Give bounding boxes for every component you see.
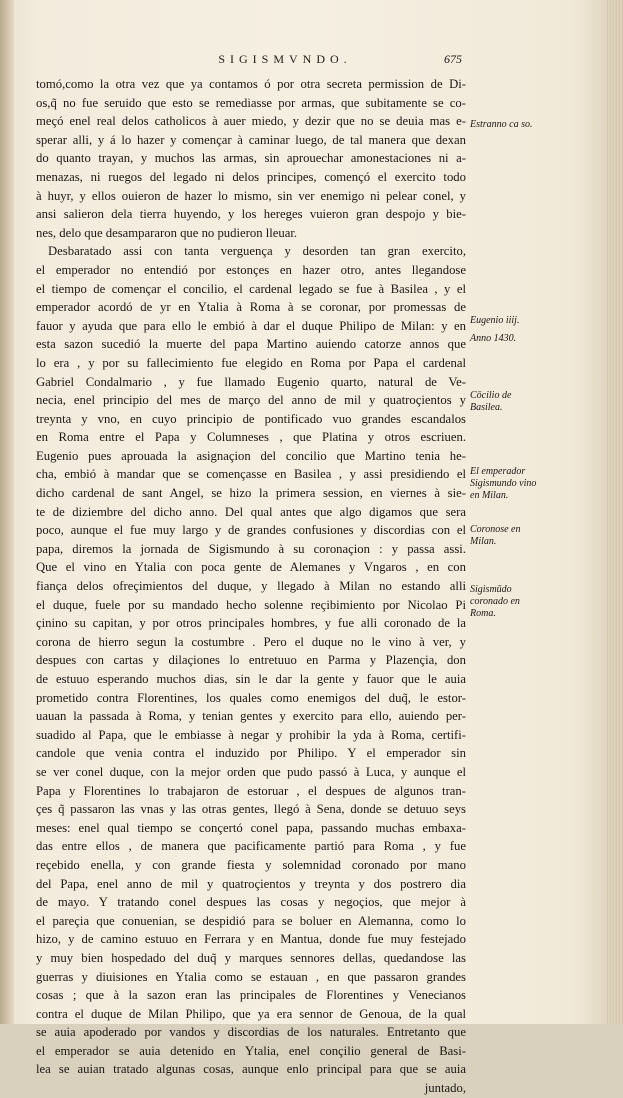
text-line: el emperador no entendió por estonçes en hazer otro, antes llegandose	[36, 262, 466, 277]
text-line: emperador acordó de yr en Ytalia à Roma à se coronar, por promessas de	[36, 300, 466, 315]
marginal-note: Coronose en Milan.	[470, 524, 521, 547]
text-line: lea se auian tratado algunas cosas, aunque enlo principal para que se auia	[36, 1062, 466, 1077]
text-line: suadido al Papa, que le embiasse à negar y prohibir la yda à Roma, certifi-	[36, 727, 466, 742]
text-line: poco, aunque el fue muy largo y de grandes confusiones y discordias con el	[36, 523, 466, 538]
text-line: Papa y Florentines lo trabajaron de estoruar , el despues de algunos tran-	[36, 783, 466, 798]
text-line: en Roma entre el Papa y Columneses , que Platina y otros escriuen.	[36, 430, 466, 445]
text-line: hizo, y de camino estuuo en Ferrara y en Mantua, donde fue muy festejado	[36, 932, 466, 947]
text-line: contra el duque de Milan Philipo, que ya era sennor de Genoua, de la qual	[36, 1006, 466, 1021]
marginal-note: Cōcilio de Basilea.	[470, 390, 512, 413]
text-line: se ver conel duque, con la mejor orden que pudo passó à Luca, y aunque el	[36, 764, 466, 779]
text-line: papa, diremos la jornada de Sigismundo à su coronaçion : y passa assi.	[36, 541, 466, 556]
page-gutter-shadow	[0, 0, 14, 1024]
text-line: cosas ; que à la sazon eran las principales de Florentines y Venecianos	[36, 988, 466, 1003]
text-line: esta sazon sucedió la muerte del papa Martino auiendo catorze annos que	[36, 337, 466, 352]
text-line: do quanto trayan, y muchos las armas, sin aprouechar amonestaciones ni a-	[36, 151, 466, 166]
text-line: nes, delo que desampararon que no pudieron lleuar.	[36, 225, 298, 240]
text-line: de mayo. Y tratando conel despues las cosas y negoçios, que mejor à	[36, 895, 466, 910]
catchword: juntado,	[424, 1081, 466, 1096]
text-line: treynta y vno, en cuyo principio de pontificado vuo grandes escandalos	[36, 411, 466, 426]
text-line: de estuuo esperando muchos dias, sin le dar la gente y fauor que le auia	[36, 672, 466, 686]
marginal-note: Estranno ca so.	[470, 119, 533, 130]
text-line: à huyr, y ellos ouieron de hazer lo mismo, sin ver enemigo ni pelear conel, y	[36, 188, 466, 203]
marginal-note: Anno 1430.	[470, 333, 517, 344]
text-line: cha, embió à mandar que se començasse en Basilea , y assi presidiendo el	[36, 467, 466, 482]
text-line: uauan la passada à Roma, y tenian gentes y exercito para ello, auiendo per-	[36, 709, 466, 724]
text-line: tomó,como la otra vez que ya contamos ó por otra secreta permission de Di-	[36, 77, 466, 91]
marginal-note: Sigismūdo coronado en Roma.	[470, 584, 520, 619]
text-line: Que el vino en Ytalia con poca gente de Alemanes y Vngaros , en con	[36, 560, 466, 575]
text-line: despues con cartas y dilaçiones lo entretuuo en Parma y Plazençia, don	[36, 653, 466, 668]
text-line: se auia apoderado por vandos y discordias de los naturales. Entretanto que	[36, 1025, 466, 1040]
text-line: candole que venia contra el induzido por Philipo. Y el emperador sin	[36, 746, 466, 761]
marginal-note: El emperador Sigismundo vino en Milan.	[470, 466, 537, 501]
main-text-block	[36, 75, 466, 1098]
text-line: meses: enel qual tiempo se conçertó conel papa, passando muchas embaxa-	[36, 820, 466, 835]
text-line: prometido contra Florentines, los quales como enemigos del duq̃, le estor-	[36, 690, 466, 705]
text-line: ansi salieron dela tierra huyendo, y los hereges vuieron gran despojo y bie-	[36, 207, 466, 222]
text-line: del Papa, enel anno de mil y quatroçientos y treynta y dos postrero dia	[36, 876, 466, 891]
text-line: çinino su capitan, y por otros principales hombres, y fue alli coronado de la	[36, 616, 466, 631]
text-line: reçebido enella, y con grande fiesta y solemnidad coronado por mano	[36, 857, 466, 872]
text-line: y muy bien hospedado del duq̃ y marques sennores dellas, quedandose las	[36, 950, 466, 965]
text-line: das entre ellos , de manera que pacificamente partió para Roma , y fue	[36, 839, 466, 854]
text-line: Gabriel Condalmario , y fue llamado Eugenio quarto, natural de Ve-	[36, 374, 466, 389]
text-line: guerras y diuisiones en Ytalia como se estauan , en que passaron grandes	[36, 969, 466, 984]
text-line: meçó enel real delos catholicos à auer miedo, y dezir que no se deuia mas e-	[36, 114, 466, 129]
page-number: 675	[444, 52, 462, 66]
text-line: Eugenio pues aprouada la asignaçion del concilio que Martino tenia he-	[36, 448, 466, 463]
text-line: fiança delos ofreçimientos del duque, y llegado à Milan no estando alli	[36, 579, 466, 594]
text-line: necia, enel principio del mes de março del anno de mil y quatroçientos y	[36, 393, 466, 408]
text-line: sperar alli, y á lo hazer y començar à caminar luego, de tal manera que dexan	[36, 132, 466, 147]
text-line: el emperador se auia detenido en Ytalia, enel conçilio general de Basi-	[36, 1043, 466, 1058]
text-line: corona de hierro segun la costumbre . Pero el duque no le vino à ver, y	[36, 634, 466, 649]
text-line: menazas, ni ruegos del legado ni delos principes, començó el exercito todo	[36, 169, 466, 184]
text-line: el tiempo de començar el concilio, el cardenal legado se fue à Basilea , y el	[36, 281, 466, 296]
text-line: dicho cardenal de sant Angel, se hizo la primera session, en viernes à sie-	[36, 486, 466, 501]
text-line: fauor y ayuda que para ello le embió à dar el duque Philipo de Milan: y en	[36, 318, 466, 333]
text-line: os,q̃ no fue seruido que esto se remediasse por armas, que subitamente se co-	[36, 95, 466, 110]
text-line: lo era , y por su fallecimiento fue elegido en Roma por Papa el cardenal	[36, 355, 466, 370]
running-header: SIGISMVNDO.	[218, 52, 352, 66]
marginal-note: Eugenio iiij.	[470, 315, 520, 326]
text-line: el duque, fuele por su mandado hecho solenne reçibimiento por Nicolao Pi	[36, 597, 466, 612]
text-line: çes q̃ passaron las vnas y las otras gentes, llegó à Sena, donde se detuuo seys	[36, 802, 466, 817]
page-edge-stack	[607, 0, 623, 1024]
text-line: te de diziembre del dicho anno. Del qual antes que algo digamos que sera	[36, 504, 466, 519]
text-line: el pareçia que conuenian, se despidió para se boluer en Alemanna, como lo	[36, 913, 466, 928]
text-line: Desbaratado assi con tanta verguença y desorden tan gran exercito,	[48, 244, 466, 259]
